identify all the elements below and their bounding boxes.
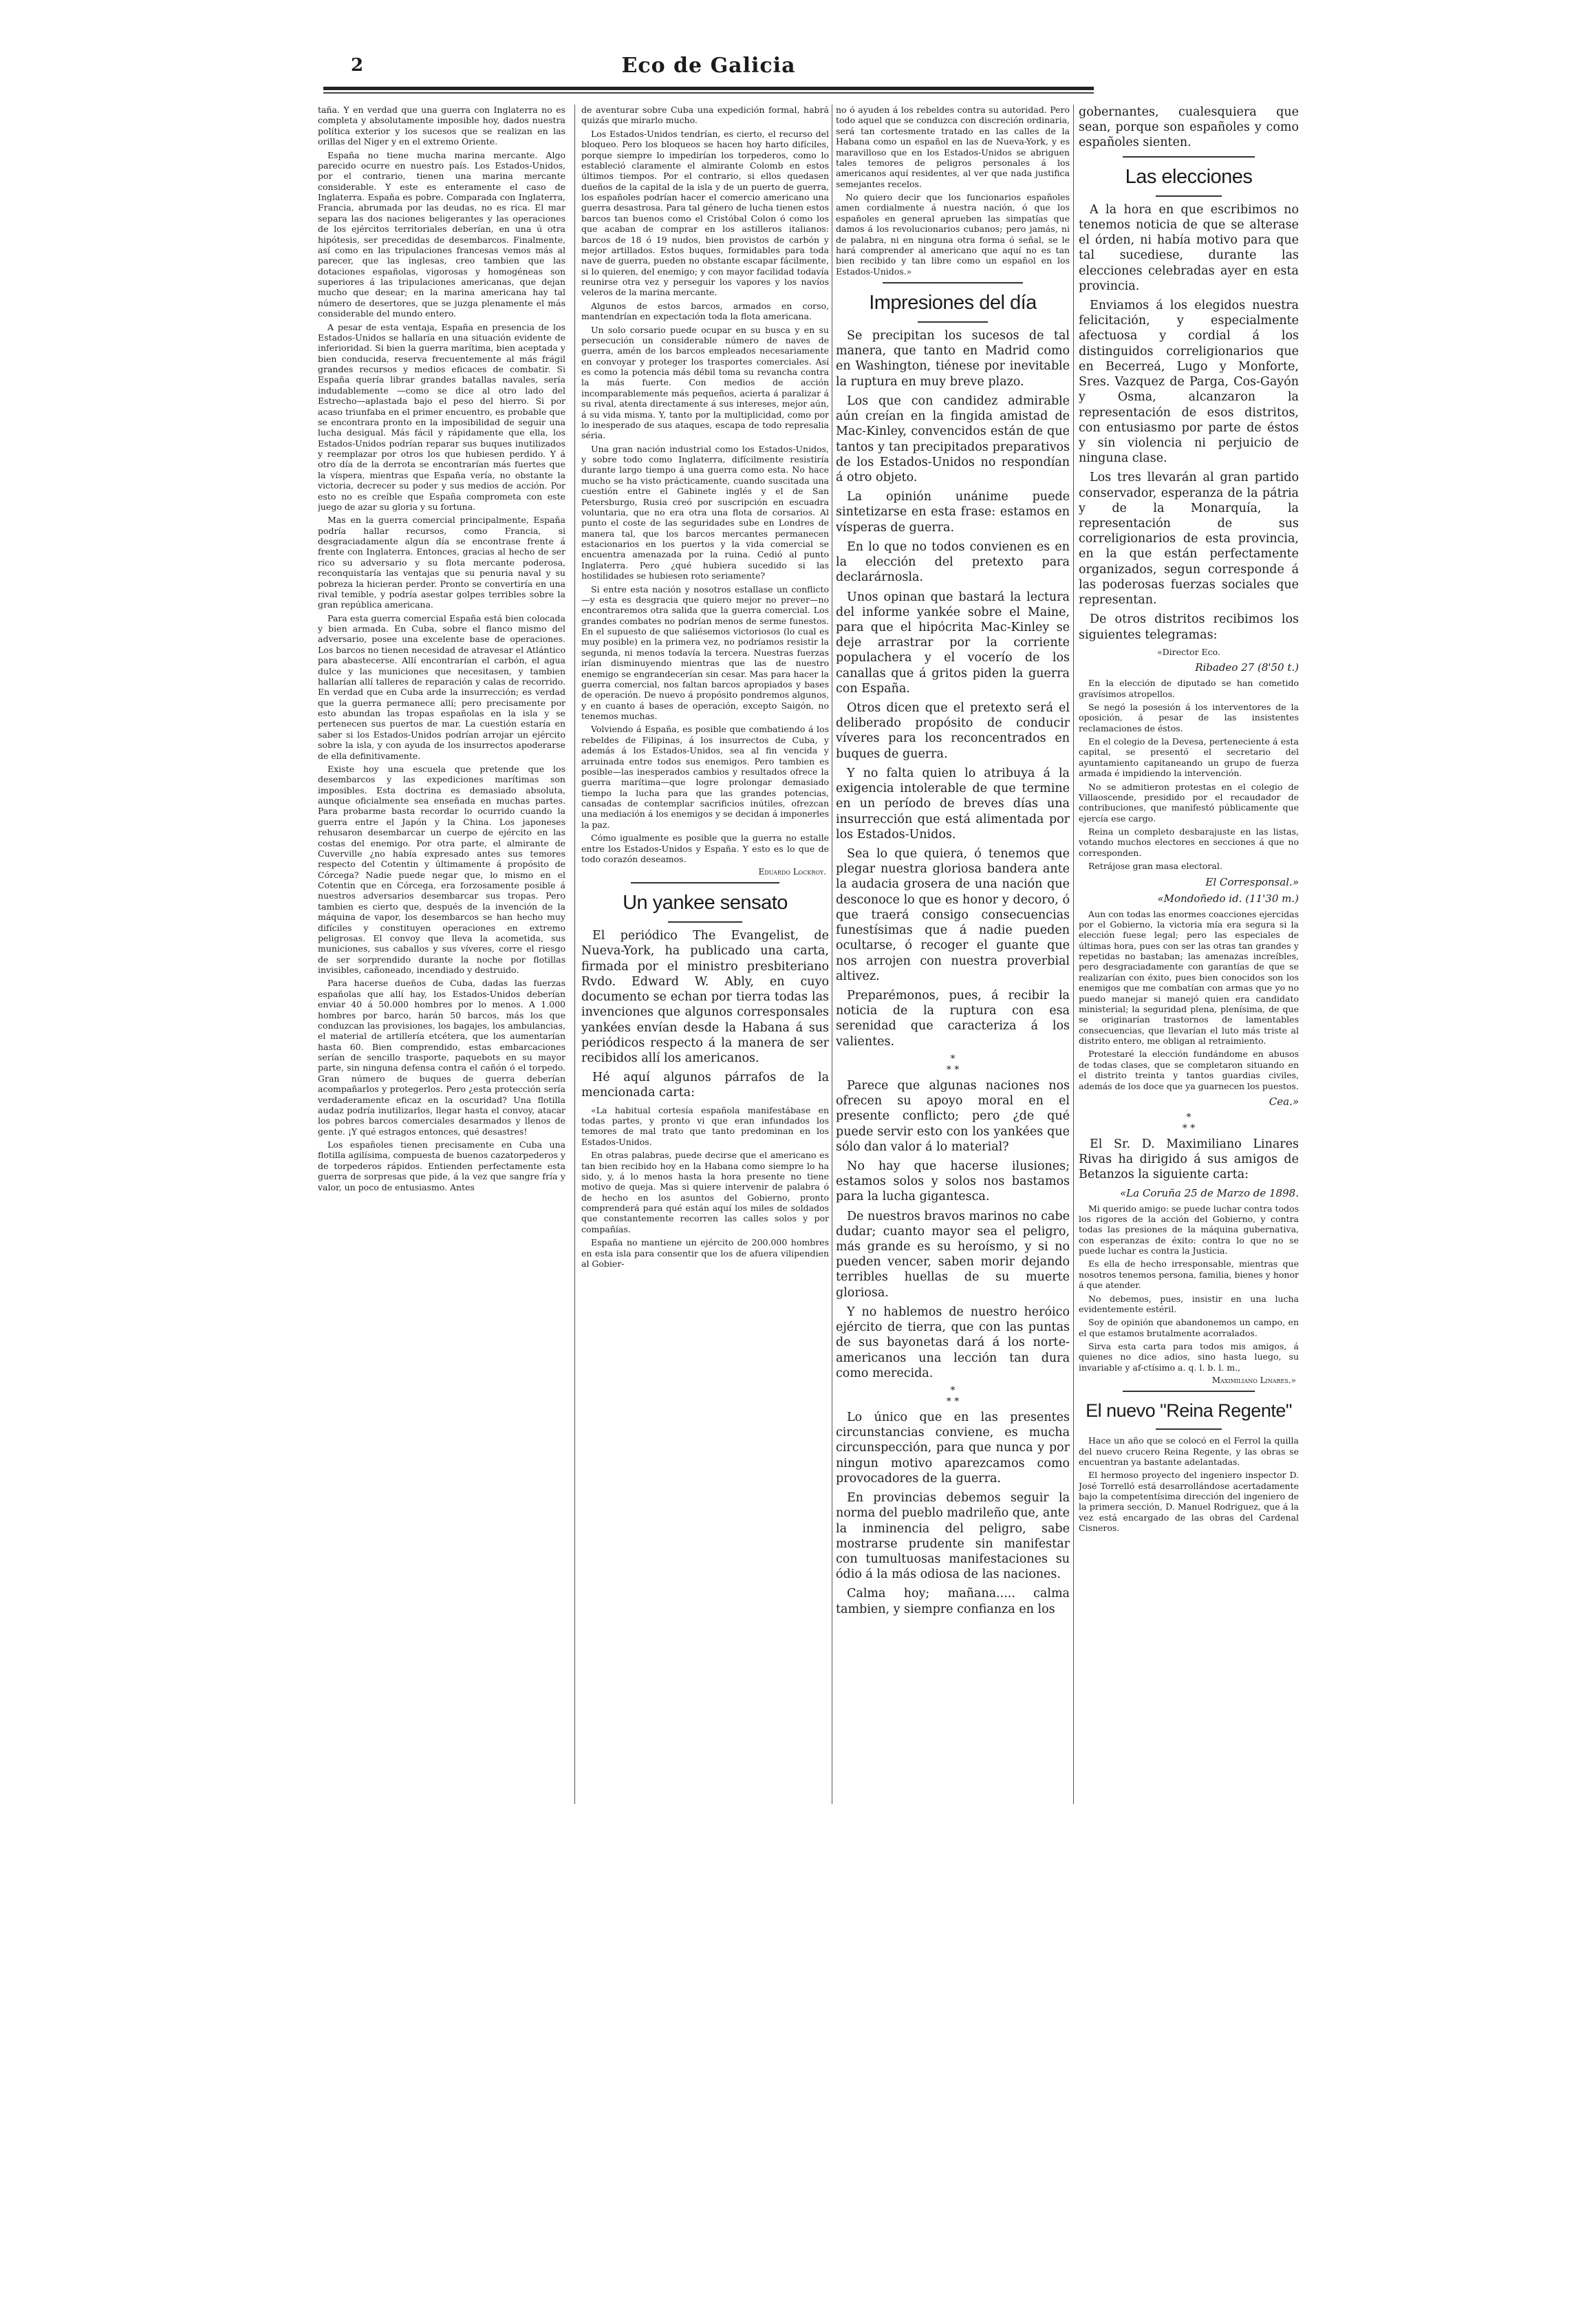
section-divider [883,282,1023,283]
headline-divider [1156,1428,1222,1430]
article-paragraph: El periódico The Evangelist, de Nueva-York, ha publicado una carta, firmada por el ministro presbiteriano Rvdo. Edward W. Ably, en cuyo documento se echan por tierra todas las invenciones que algunos corresponsales yankées envían desde la Habana á sus periódicos respecto á la manera de ser recibidos allí los americanos. [581,929,829,1065]
letter-signature: Maximiliano Linares.» [1211,1375,1296,1386]
masthead-rule [323,87,1094,90]
article-paragraph: Un solo corsario puede ocupar en su busca y en su persecución un considerable número de naves de guerra, amén de los barcos empleados necesariamente en convoyar y proteger los trasportes comerciales. Así es como la potencia más débil toma su revancha contra la más fuerte. Con medios de acción incomparablemente más pequeños, acierta á paralizar á su rival, atenta directamente á sus intereses, mejor aún, á su vida misma. Y, tanto por la multiplicidad, como por lo inesperado de sus ataques, escapa de todo represalia séria. [581,324,829,441]
article-paragraph: De otros distritos recibimos los siguientes telegramas: [1079,612,1299,642]
telegram-paragraph: Retrájose gran masa electoral. [1088,861,1222,872]
telegram-paragraph: Se negó la posesión á los interventores de la oposición, á pesar de las insistentes reclamaciones de éstos. [1079,701,1299,733]
article-paragraph: De nuestros bravos marinos no cabe dudar; cuanto mayor sea el peligro, más grande es su heroísmo, y si no pueden vencer, saben morir dejando terribles huellas de su muerte gloriosa. [836,1209,1070,1300]
letter-paragraph: No debemos, pues, insistir en una lucha evidentemente estéril. [1079,1293,1299,1314]
section-stars: * * * [946,1053,960,1075]
article-paragraph: La opinión unánime puede sintetizarse en esta frase: estamos en vísperas de guerra. [836,490,1070,535]
page-number: 2 [351,55,364,76]
article-paragraph: Y no hablemos de nuestro heróico ejército de tierra, que con las puntas de sus bayonetas dará á los norte-americanos una lección tan dura como merecida. [836,1305,1070,1380]
article-paragraph: Lo único que en las presentes circunstancias conviene, es mucha circunspección, para que nunca y por ningun motivo aparezcamos como provocadores de la guerra. [836,1411,1070,1486]
article-paragraph: Para esta guerra comercial España está bien colocada y bien armada. En Cuba, sobre el flanco mismo del adversario, posee una excelente base de operaciones. Los barcos no tienen necesidad de atravesar el Atlántico para abastecerse. Allí encontrarían el carbón, el agua dulce y las municiones que necesitasen, y tambien hallarían allí talleres de reparación y calas de recorrido. En verdad que en Cuba arde la insurrección; es verdad que la guerra permanece allí; pero precisamente por esto abundan las tropas españolas en la isla y se pertenecen sus puertos de mar. La cuestión estaría en saber si los Estados-Unidos podrían arrojar un ejército sobre la isla, y con ayuda de los insurrectos apoderarse de ella definitivamente. [318,612,565,761]
article-headline: Impresiones del día [869,292,1037,314]
quoted-paragraph: España no mantiene un ejército de 200.000 hombres en esta isla para consentir que los de afuera vilipendien al Gobier- [581,1237,829,1269]
article-paragraph: Preparémonos, pues, á recibir la noticia de la ruptura con esa serenidad que caracteriza á los valientes. [836,988,1070,1049]
headline-divider [918,321,988,323]
letter-paragraph: Sirva esta carta para todos mis amigos, á quienes no dice adios, sino hasta luego, su invariable y af-ctísimo a. q. l. b. l. m., [1079,1341,1299,1373]
article-paragraph: Mas en la guerra comercial principalmente, España podría hallar recursos, como Francia, si desgraciadamente algun día se encontrase frente á frente con Inglaterra. Entonces, gracias al hecho de ser rico su adversario y su flota mercante poderosa, reconquistaría las ventajas que su penuria naval y su pobreza la hicieran perder. Pronto se convertiría en una rival temible, y podría asestar golpes terribles sobre la gran república americana. [318,515,565,610]
article-paragraph: Una gran nación industrial como los Estados-Unidos, y sobre todo como Inglaterra, difícilmente resistiría durante largo tiempo á una guerra como esta. No hace mucho se ha visto prácticamente, cuando suscitada una cuestión entre el Gabinete inglés y el de San Petersburgo, Rusia creó por suscripción en escuadra voluntaria, que no era otra una flota de corsarios. Al punto el coste de las seguridades sube en Londres de manera tal, que los barcos mercantes permanecen estacionarios en los puertos y la vida comercial se encuentra amenazada por la ruina. Cedió al punto Inglaterra. Pero ¿qué hubiera sucedido si las hostilidades se hubiesen roto seriamente? [581,443,829,581]
letter-dateline: «La Coruña 25 de Marzo de 1898. [1119,1186,1299,1199]
telegram-dateline: «Mondoñedo id. (11'30 m.) [1157,892,1299,905]
article-paragraph: Parece que algunas naciones nos ofrecen su apoyo moral en el presente conflicto; pero ¿de qué puede servir esto con los yankées que sólo dan valor á lo material? [836,1078,1070,1154]
article-paragraph: En provincias debemos seguir la norma del pueblo madrileño que, ante la inminencia del peligro, sabe mostrarse prudente sin manifestar con tumultuosas manifestaciones su ódio á la más odiosa de las naciones. [836,1491,1070,1582]
masthead-rule-thin [323,92,1094,94]
section-stars: * * * [946,1385,960,1407]
article-paragraph: El Sr. D. Maximiliano Linares Rivas ha dirigido á sus amigos de Betanzos la siguiente carta: [1079,1137,1299,1182]
article-paragraph: Volviendo á España, es posible que combatiendo á los rebeldes de Filipinas, á los insurrectos de Cuba, y además á los Estados-Unidos, sea al fin vencida y arruinada entre todos sus enemigos. Pero tambien es posible—las inesperados cambios y resultados ofrece la guerra marítima—que logre prolongar demasiado tiempo la lucha para que las grandes potencias, cansadas de contemplar sacrificios inútiles, ofrezcan una mediación á los enemigos y se decidan á imponerles la paz. [581,724,829,830]
section-stars: * * * [1182,1111,1196,1134]
headline-divider [1156,195,1222,197]
article-paragraph: Calma hoy; mañana..... calma tambien, y siempre confianza en los [836,1587,1070,1616]
column-divider [574,105,575,1804]
article-paragraph: Cómo igualmente es posible que la guerra no estalle entre los Estados-Unidos y España. Y esto es lo que de todo corazón deseamos. [581,833,829,864]
telegram-paragraph: Reina un completo desbarajuste en las listas, votando muchos electores en secciones á que no corresponden. [1079,826,1299,858]
telegram-paragraph: En la elección de diputado se han cometido gravísimos atropellos. [1079,678,1299,699]
article-paragraph: Los que con candidez admirable aún creían en la fingida amistad de Mac-Kinley, convencidos están de que tantos y tan precipitados preparativos de los Estados-Unidos no respondían á otro objeto. [836,394,1070,484]
article-paragraph: Hace un año que se colocó en el Ferrol la quilla del nuevo crucero Reina Regente, y las obras se encuentran ya bastante adelantadas. [1079,1435,1299,1467]
article-paragraph: de aventurar sobre Cuba una expedición formal, habrá quizás que mirarlo mucho. [581,105,829,126]
column-1 [318,105,565,1804]
article-headline: Las elecciones [1125,165,1253,188]
article-paragraph: Otros dicen que el pretexto será el deliberado propósito de conducir víveres para los reconcentrados en buques de guerra. [836,701,1070,761]
letter-paragraph: Soy de opinión que abandonemos un campo, en el que estamos brutalmente acorralados. [1079,1317,1299,1338]
article-paragraph: Y no falta quien lo atribuya á la exigencia intolerable de que termine en un período de breves días una insurrección que está alimentada por los Estados-Unidos. [836,766,1070,842]
article-paragraph: gobernantes, cualesquiera que sean, porque son españoles y como españoles sienten. [1079,105,1299,150]
quoted-paragraph: «La habitual cortesía española manifestábase en todas partes, y pronto vi que eran infundados los temores de mal trato que tanto predominan en los Estados-Unidos. [581,1104,829,1147]
article-paragraph: taña. Y en verdad que una guerra con Inglaterra no es completa y absolutamente imposible hoy, dados nuestra política exterior y los sucesos que se realizan en las orillas del Niger y en el extremo Oriente. [318,105,565,147]
telegram-signature: Cea.» [1269,1095,1299,1108]
telegram-paragraph: Protestaré la elección fundándome en abusos de todas clases, que se completaron situando en el distrito treinta y tantos guardias civiles, además de los doce que ya guarnecen los puestos. [1079,1049,1299,1091]
section-divider [1123,156,1255,158]
column-3 [836,105,1070,1804]
quoted-paragraph: no ó ayuden á los rebeldes contra su autoridad. Pero todo aquel que se conduzca con discreción ordinaria, será tan cortesmente tratado en las calles de la Habana como un español en las de Nueva-York, y es maravilloso que en los Estados-Unidos se abriguen tales temores de peligros personales á los americanos aquí residentes, al ver que nada justifica semejantes recelos. [836,105,1070,189]
article-paragraph: Existe hoy una escuela que pretende que los desembarcos y las expediciones marítimas son imposibles. Esta doctrina es demasiado absoluta, aunque oficialmente sea enseñada en muchas partes. Para probarme basta recordar lo ocurrido cuando la guerra entre el Japón y la China. Los japoneses rehusaron desembarcar un cuerpo de ejército en las costas del enemigo. Por otra parte, el almirante de Cuverville ¿no había expresado antes sus temores respecto del Cotentin y últimamente á propósito de Córcega? Nadie puede negar que, lo mismo en el Cotentin que en Córcega, era forzosamente posible á nuestros adversarios desembarcar sus tropas. Pero tambien es cierto que, después de la invención de la máquina de vapor, los desembarcos se han hecho muy difíciles y constituyen operaciones en extremo peligrosas. El convoy que lleva la acometida, sus municiones, sus caballos y sus víveres, corre el riesgo de ser sorprendido durante la noche por flotillas invisibles, cañoneado, incendiado y destruido. [318,763,565,975]
letter-paragraph: Es ella de hecho irresponsable, mientras que nosotros tenemos persona, familia, bienes y honor á que atender. [1079,1258,1299,1291]
article-paragraph: Unos opinan que bastará la lectura del informe yankée sobre el Maine, para que el hipócrita Mac-Kinley se deje arrastrar por la corriente populachera y el vocerío de los canallas que á gritos piden la guerra con España. [836,590,1070,696]
quoted-paragraph: En otras palabras, puede decirse que el americano es tan bien recibido hoy en la Habana como siempre lo ha sido, y, á lo menos hasta la hora presente no tiene motivo de queja. Mas si quiere intervenir de palabra ó de hecho en los asuntos del Gobierno, pronto comprenderá para qué están aquí los miles de soldados que constantemente recorren las calles solos y por compañías. [581,1150,829,1234]
article-paragraph: No hay que hacerse ilusiones; estamos solos y solos nos bastamos para la lucha gigantesca. [836,1159,1070,1204]
telegram-paragraph: En el colegio de la Devesa, perteneciente á esta capital, se presentó el secretario del ayuntamiento capitaneando un grupo de fuerza armada é impidiendo la intervención. [1079,736,1299,779]
section-divider [1123,1391,1255,1392]
column-divider [1073,105,1074,1804]
article-paragraph: Los españoles tienen precisamente en Cuba una flotilla agilísima, compuesta de buenos cazatorpederos y de torpederos rápidos. Entienden perfectamente esta guerra de sorpresas que pide, á la vez que sangre fría y valor, un poco de entusiasmo. Antes [318,1139,565,1192]
article-paragraph: Se precipitan los sucesos de tal manera, que tanto en Madrid como en Washington, tiénese por inevitable la ruptura en muy breve plazo. [836,329,1070,389]
article-paragraph: El hermoso proyecto del ingeniero inspector D. José Torrelló está desarrollándose acertadamente bajo la competentísima dirección del ingeniero de la primera sección, D. Manuel Rodriguez, que á la vez está encargado de las obras del Cardenal Cisneros. [1079,1470,1299,1534]
headline-divider [668,921,742,923]
letter-paragraph: Mi querido amigo: se puede luchar contra todos los rigores de la acción del Gobierno, y contra todas las presiones de la máquina gubernativa, con esperanzas de éxito: contra lo que no se puede luchar es contra la Justicia. [1079,1203,1299,1256]
article-paragraph: Algunos de estos barcos, armados en corso, mantendrían en expectación toda la flota americana. [581,300,829,322]
article-paragraph: Los tres llevarán al gran partido conservador, esperanza de la pátria y de la Monarquía, la representación de sus correligionarios de esta provincia, en la que están perfectamente organizados, segun corresponde á las poderosas fuerzas sociales que representan. [1079,471,1299,608]
article-paragraph: En lo que no todos convienen es en la elección del pretexto para declarárnosla. [836,539,1070,585]
article-headline: El nuevo "Reina Regente" [1086,1400,1292,1422]
article-headline: Un yankee sensato [623,892,788,914]
article-paragraph: Sea lo que quiera, ó tenemos que plegar nuestra gloriosa bandera ante la audacia grosera de una nación que desconoce lo que es honor y decoro, ó que traerá consigo consecuencias funestísimas que á nadie pueden ocultarse, ó recoger el guante que nos arrojen con nuestra proverbial altivez. [836,847,1070,983]
telegram-heading: «Director Eco. [1157,646,1220,657]
article-signature: Eduardo Lockroy. [758,867,826,877]
article-paragraph: Hé aquí algunos párrafos de la mencionada carta: [581,1071,829,1100]
masthead [323,50,1094,91]
article-paragraph: Enviamos á los elegidos nuestra felicitación, y especialmente afectuosa y cordial á los distinguidos correligionarios que en Becerreá, Lugo y Monforte, Sres. Vazquez de Parga, Cos-Gayón y Osma, alcanzaron la representación de esos distritos, con entusiasmo por parte de éstos y sin violencia ni perjuicio de ninguna clase. [1079,298,1299,466]
article-paragraph: Si entre esta nación y nosotros estallase un conflicto—y esta es desgracia que quiero mejor no prever—no encontraremos otra salida que la guerra comercial. Los grandes combates no podrían menos de serme funestos. En el supuesto de que saliésemos victoriosos (lo cual es muy posible) en la primera vez, no podríamos resistir la segunda, ni menos todavía la tercera. Nuestras fuerzas irían disminuyendo mientras que las de nuestro enemigo se engrandecerían sin cesar. Mas para hacer la guerra comercial, nos faltan barcos apropiados y bases de operación. De nuevo á propósito pondremos algunos, y en cuanto á bases de operación, excepto Saigón, no tenemos muchas. [581,583,829,721]
article-paragraph: A pesar de esta ventaja, España en presencia de los Estados-Unidos se hallaría en una situación evidente de inferioridad. Si bien la guerra marítima, bien aceptada y bien conducida, reserva frecuentemente al más frágil grandes recursos y medios eficaces de combatir. Si España quería librar grandes batallas navales, sería indudablemente —como se dice al otro lado del Estrecho—aplastada bajo el peso del hierro. Si por acaso triunfaba en el primer encuentro, es probable que se encontrara pronto en la imposibilidad de seguir una lucha desigual. Más fácil y rápidamente que ella, los Estados-Unidos podrían reparar sus buques inutilizados y reemplazar por otros los que hubiesen perdido. Y á otro día de la derrota se encontrarían más fuertes que la víspera, mientras que España vería, no obstante la victoria, decrecer su poder y sus medios de acción. Por esto no es creíble que España comprometa con este juego de azar su gloria y su fortuna. [318,321,565,512]
telegram-dateline: Ribadeo 27 (8'50 t.) [1195,661,1299,674]
column-4 [1079,105,1299,1784]
telegram-paragraph: Aun con todas las enormes coacciones ejercidas por el Gobierno, la victoria mía era segura si la elección fuese legal; pero las especiales de últimas hora, pues con ser las otras tan grandes y repetidas no bastaban; las amenazas increíbles, pero desgraciadamente con garantías de que se realizarían con éxito, pues bien conocidos son los enemigos que me combatían con armas que yo no puedo manejar si manejó quien era candidato ministerial; la seguridad plena, plenísima, de que se originarían trastornos de lamentables consecuencias, que llevarían el luto más triste al distrito entero, me obligan al retraimiento. [1079,908,1299,1047]
telegram-paragraph: No se admitieron protestas en el colegio de Villaoscende, presidido por el recaudador de contribuciones, que manifestó públicamente que ejercía ese cargo. [1079,781,1299,824]
telegram-signature: El Corresponsal.» [1205,875,1299,888]
article-paragraph: Los Estados-Unidos tendrían, es cierto, el recurso del bloqueo. Pero los bloqueos se hacen hoy harto difíciles, porque siempre lo impedirían los torpederos, como lo estableció claramente el almirante Colomb en estos últimos tiempos. Por el contrario, si ellos quedasen dueños de la capital de la isla y de un puerto de guerra, los españoles podrían hacer el comercio americano una guerra desastrosa. Para tal género de lucha tienen estos barcos tan buenos como el Cristóbal Colon ó como los que acaban de comprar en los astilleros italianos: barcos de 18 ó 19 nudos, bien provistos de carbón y mejor artillados. Estos buques, formidables para toda nave de guerra, pueden no obstante escapar fácilmente, si lo quieren, del enemigo; y con mayor facilidad todavía reunirse otra vez y perseguir los vapores y los navíos veleros de la marina mercante. [581,128,829,298]
article-paragraph: España no tiene mucha marina mercante. Algo parecido ocurre en nuestro país. Los Estados-Unidos, por el contrario, tienen una marina mercante considerable. Y este es enteramente el caso de Inglaterra. España es pobre. Comparada con Inglaterra, Francia, abrumada por las deudas, no es rica. El mar separa las dos naciones beligerantes y las operaciones de los ejércitos territoriales deberían, en una ú otra hipótesis, ser precedidas de desembarcos. Finalmente, así como en las tripulaciones francesas vemos más al parecer, que las inglesas, creo tambien que las dotaciones españolas, vigorosas y homogéneas son superiores á las tripulaciones americanas, que dejan mucho que desear; en la marina americana hay tal número de desertores, que se juzga plenamente el más considerable del mundo entero. [318,149,565,319]
section-divider [631,882,779,883]
article-paragraph: A la hora en que escribimos no tenemos noticia de que se alterase el órden, ni había motivo para que tal sucediese, durante las elecciones celebradas ayer en esta provincia. [1079,202,1299,293]
article-paragraph: Para hacerse dueños de Cuba, dadas las fuerzas españolas que allí hay, los Estados-Unidos deberían enviar 40 á 50.000 hombres por lo menos. A 1.000 hombres por barco, harán 50 barcos, más los que conduzcan las provisiones, los bagajes, los ambulancias, el material de artillería etcétera, que los aumentarían hasta 60. Bien comprendido, estas embarcaciones serían de sencillo trasporte, paquebots en su mayor parte, sin ninguna defensa contra el cañón ó el torpedo. Gran número de buques de guerra deberían acompañarlos y protegerlos. Pero ¿esta protección sería verdaderamente eficaz en la oscuridad? Una flotilla audaz podría inutilizarlos, llegar hasta el convoy, atacar los pobres barcos comerciales desarmados y llenos de gente. ¡Y qué estragos entonces, qué desastres! [318,978,565,1137]
quoted-paragraph: No quiero decir que los funcionarios españoles amen cordialmente á nuestra nación, ó que los españoles en general aprueben las simpatías que damos á los revolucionarios cubanos; pero jamás, ni de palabra, ni en ninguna otra forma ó señal, se le hará comprender al americano que aquí no es tan bien recibido y tan libre como un español en los Estados-Unidos.» [836,192,1070,277]
newspaper-title: Eco de Galicia [621,54,796,78]
column-2 [581,105,829,1804]
